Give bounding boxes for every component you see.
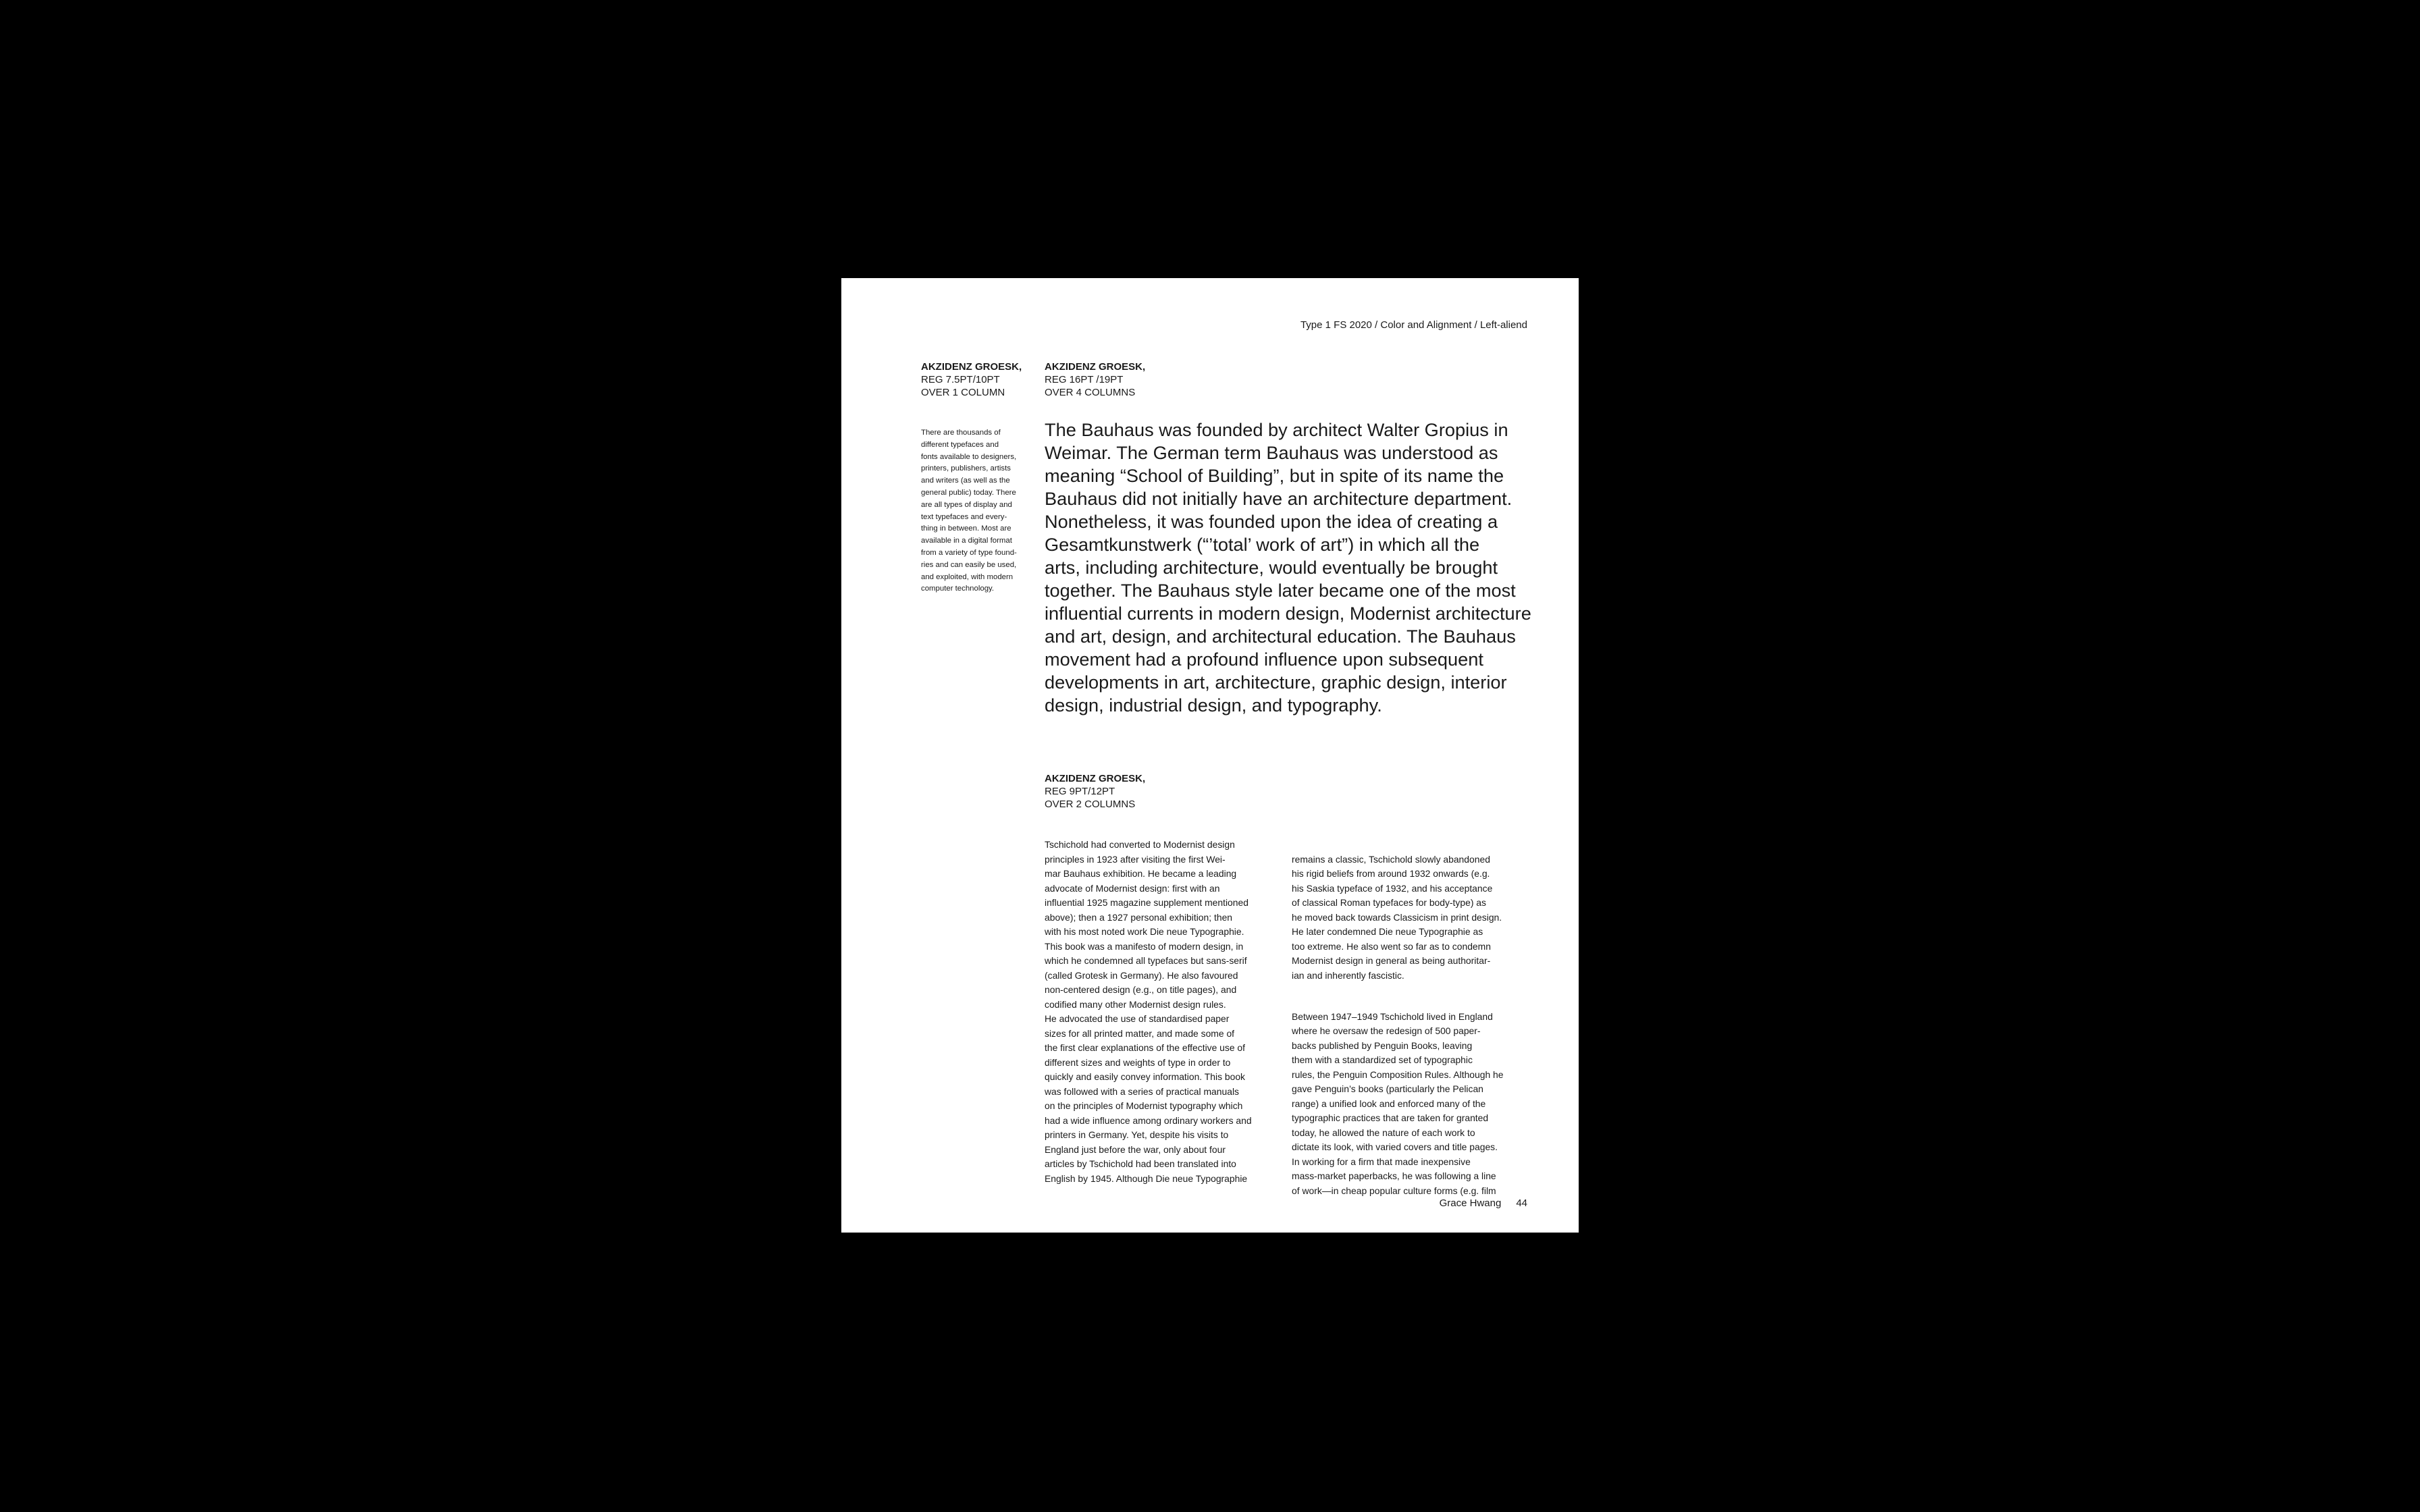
- typeface-name: AKZIDENZ GROESK,: [1045, 773, 1146, 784]
- typeface-size: REG 9PT/12PT: [1045, 786, 1115, 797]
- type-spec-lead: [1045, 360, 1145, 399]
- body-paragraph: Between 1947–1949 Tschichold lived in England where he oversaw the redesign of 500 paper- backs published by Penguin Books, leaving them with a standardized set of typographic rules, the Penguin Composition Rules. Although he gave Penguin’s books (particularly the Pelican range) a unified look and enforced many of the typographic practices that are taken for granted today, he allowed the nature of each work to dictate its look, with varied covers and title pages. In working for a firm that made inexpensive mass-market paperbacks, he was following a line of work—in cheap popular culture forms (e.g. film: [1292, 1010, 1504, 1196]
- typeface-size: REG 7.5PT/10PT: [921, 374, 1000, 385]
- typeface-name: AKZIDENZ GROESK,: [921, 361, 1022, 373]
- typeface-name: AKZIDENZ GROESK,: [1045, 361, 1146, 373]
- body-column-right: [1292, 838, 1542, 1213]
- running-header: Type 1 FS 2020 / Color and Alignment / Left-aliend: [1300, 319, 1527, 331]
- author-name: Grace Hwang: [1439, 1197, 1502, 1209]
- body-column-left: Tschichold had converted to Modernist design principles in 1923 after visiting the first Wei- mar Bauhaus exhibition. He became a leading advocate of Modernist design: first with an influential 1925 magazine supplement mentioned above); then a 1927 personal exhibition; then with his most noted work Die neue Typographie. This book was a manifesto of modern design, in which he condemned all typefaces but sans-serif (called Grotesk in Germany). He also favoured non-centered design (e.g., on title pages), and codified many other Modernist design rules. He advocated the use of standardised paper sizes for all printed matter, and made some of the first clear explanations of the effective use of different sizes and weights of type in order to quickly and easily convey information. This book was followed with a series of practical manuals on the principles of Modernist typography which had a wide influence among ordinary workers and printers in Germany. Yet, despite his visits to England just before the war, only about four articles by Tschichold had been translated into English by 1945. Although Die neue Typographie: [1045, 839, 1252, 1184]
- document-page: [841, 278, 1579, 1233]
- typeface-columns: OVER 1 COLUMN: [921, 387, 1005, 398]
- sidebar-paragraph: There are thousands of different typefaces and fonts available to designers, printers, publishers, artists and writers (as well as the general public) today. There are all types of display and text typefaces and every- thing in between. Most are available in a digital format from a variety of type found- ries and can easily be used, and exploited, with modern computer technology.: [921, 429, 1017, 593]
- body-paragraph: remains a classic, Tschichold slowly abandoned his rigid beliefs from around 1932 onwards (e.g. his Saskia typeface of 1932, and his acceptance of classical Roman typefaces for body-type) as he moved back towards Classicism in print design. He later condemned Die neue Typographie as too extreme. He also went so far as to condemn Modernist design in general as being authoritar- ian and inherently fascistic.: [1292, 853, 1502, 981]
- page-footer: [1440, 1197, 1527, 1210]
- typeface-columns: OVER 4 COLUMNS: [1045, 387, 1136, 398]
- type-spec-body: [1045, 772, 1145, 811]
- typeface-size: REG 16PT /19PT: [1045, 374, 1124, 385]
- typeface-columns: OVER 2 COLUMNS: [1045, 799, 1136, 810]
- type-spec-sidebar: [921, 360, 1022, 399]
- lead-paragraph: The Bauhaus was founded by architect Walter Gropius in Weimar. The German term Bauhaus was understood as meaning “School of Building”, but in spite of its name the Bauhaus did not initially have an architecture department. Nonetheless, it was founded upon the idea of creating a Gesamtkunstwerk (“’total’ work of art”) in which all the arts, including architecture, would eventually be brought together. The Bauhaus style later became one of the most influential currents in modern design, Modernist architecture and art, design, and architectural education. The Bauhaus movement had a profound influence upon subsequent developments in art, architecture, graphic design, interior design, industrial design, and typography.: [1045, 419, 1531, 716]
- page-number: 44: [1516, 1197, 1527, 1209]
